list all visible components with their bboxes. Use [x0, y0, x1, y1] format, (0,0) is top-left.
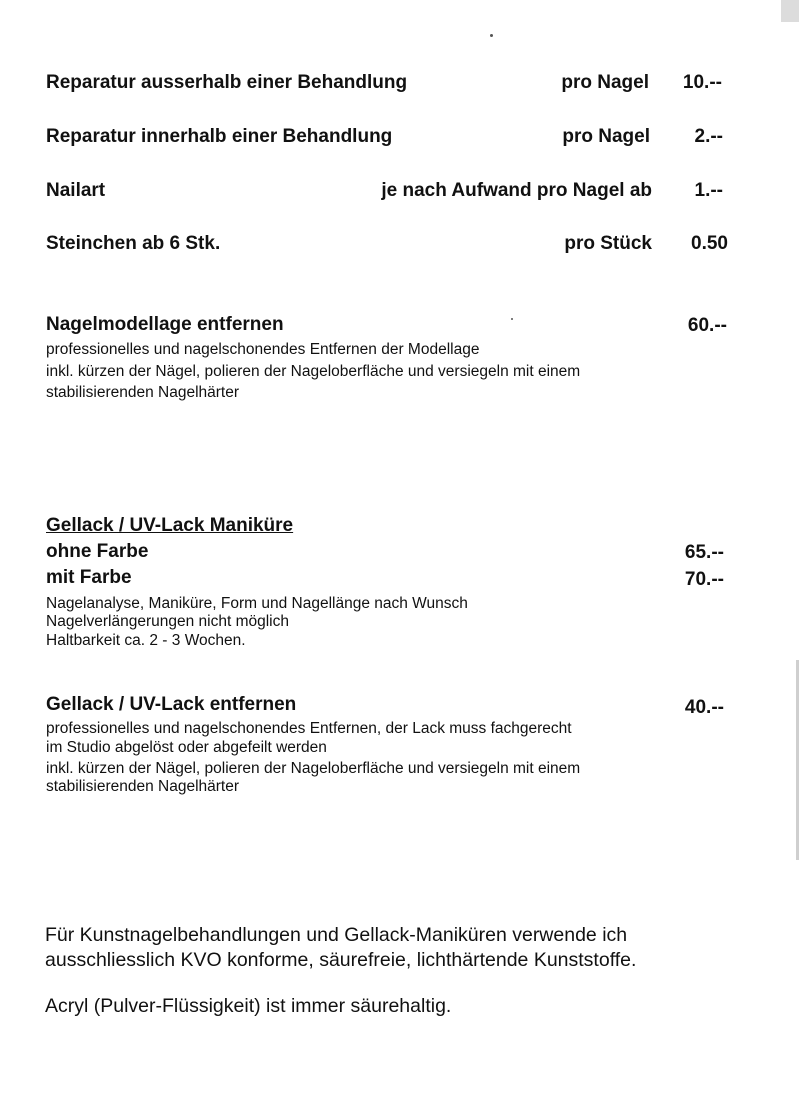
- row-unit: pro Nagel: [562, 126, 650, 147]
- modellage-desc-line: professionelles und nagelschonendes Entfernen der Modellage: [46, 341, 480, 358]
- gellack-option-price: 65.--: [684, 542, 724, 563]
- removal-desc-line: inkl. kürzen der Nägel, polieren der Nageloberfläche und versiegeln mit einem: [46, 760, 581, 777]
- removal-price: 40.--: [684, 697, 724, 718]
- row-label: Steinchen ab 6 Stk.: [46, 233, 221, 254]
- modellage-price: 60.--: [687, 315, 727, 336]
- modellage-desc-line: inkl. kürzen der Nägel, polieren der Nageloberfläche und versiegeln mit einem: [46, 363, 581, 380]
- row-price: 2.--: [694, 126, 723, 147]
- row-unit: pro Nagel: [561, 72, 649, 93]
- scan-speck: [490, 34, 493, 37]
- scan-edge-mark: [781, 0, 799, 22]
- modellage-desc-line: stabilisierenden Nagelhärter: [46, 384, 240, 401]
- removal-desc-line: im Studio abgelöst oder abgefeilt werden: [46, 739, 327, 756]
- gellack-option-price: 70.--: [684, 569, 724, 590]
- row-price: 1.--: [694, 180, 723, 201]
- row-label: Reparatur ausserhalb einer Behandlung: [46, 72, 408, 93]
- gellack-option-label: mit Farbe: [46, 567, 132, 588]
- gellack-option-label: ohne Farbe: [46, 541, 149, 562]
- removal-title: Gellack / UV-Lack entfernen: [46, 694, 297, 715]
- row-price: 0.50: [691, 233, 728, 254]
- scan-speck: [511, 318, 513, 320]
- row-unit: pro Stück: [564, 233, 652, 254]
- footer-note: ausschliesslich KVO konforme, säurefreie, lichthärtende Kunststoffe.: [45, 949, 637, 971]
- row-label: Reparatur innerhalb einer Behandlung: [46, 126, 393, 147]
- row-unit: je nach Aufwand pro Nagel ab: [381, 180, 652, 201]
- gellack-desc-line: Nagelverlängerungen nicht möglich: [46, 613, 289, 630]
- removal-desc-line: professionelles und nagelschonendes Entfernen, der Lack muss fachgerecht: [46, 720, 572, 737]
- footer-note: Für Kunstnagelbehandlungen und Gellack-Maniküren verwende ich: [45, 924, 628, 946]
- row-price: 10.--: [682, 72, 722, 93]
- modellage-title: Nagelmodellage entfernen: [46, 314, 284, 335]
- gellack-title: Gellack / UV-Lack Maniküre: [46, 515, 294, 536]
- row-label: Nailart: [46, 180, 106, 201]
- removal-desc-line: stabilisierenden Nagelhärter: [46, 778, 240, 795]
- gellack-desc-line: Nagelanalyse, Maniküre, Form und Nagellänge nach Wunsch: [46, 595, 468, 612]
- gellack-desc-line: Haltbarkeit ca. 2 - 3 Wochen.: [46, 632, 246, 649]
- footer-note: Acryl (Pulver-Flüssigkeit) ist immer säurehaltig.: [45, 995, 452, 1017]
